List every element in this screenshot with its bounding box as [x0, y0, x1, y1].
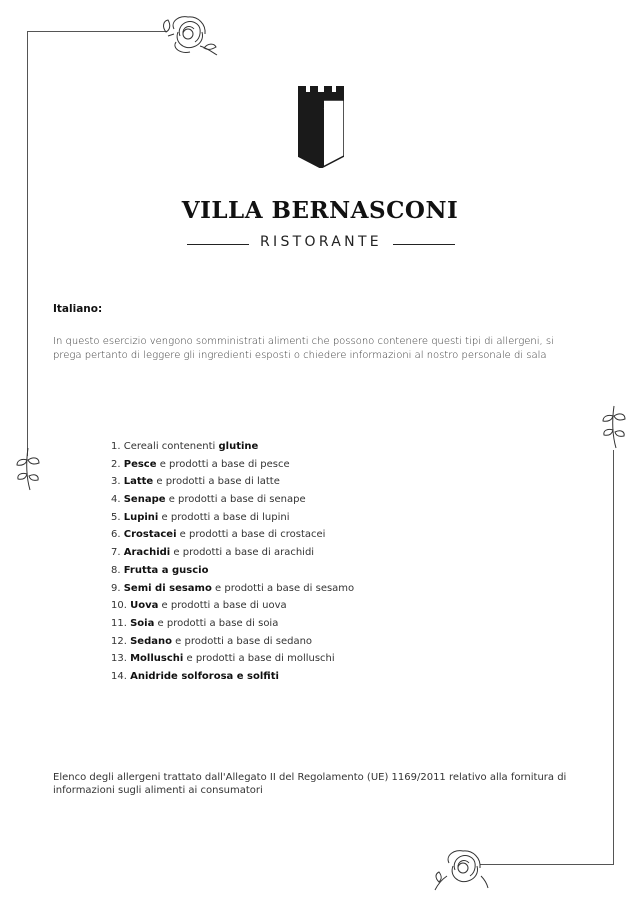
list-item-prefix: Cereali contenenti [123, 441, 219, 452]
list-item-suffix: e prodotti a base di sedano [171, 635, 313, 647]
allergen-name: Senape [123, 494, 166, 506]
allergen-name: Arachidi [123, 547, 171, 559]
list-item [111, 509, 354, 527]
list-item-number: 7. [111, 547, 124, 559]
restaurant-subtitle: RISTORANTE [260, 234, 382, 250]
allergen-name: Latte [123, 476, 154, 488]
list-item [111, 456, 354, 474]
list-item [111, 633, 354, 651]
frame-line-bottom [480, 864, 614, 865]
list-item-suffix: e prodotti a base di senape [165, 494, 306, 506]
rose-icon [160, 12, 220, 57]
list-item [111, 526, 354, 544]
list-item-suffix: e prodotti a base di sesamo [211, 582, 355, 594]
list-item-number: 6. [111, 529, 124, 541]
intro-paragraph: In questo esercizio vengono somministrati alimenti che possono contenere questi tipi di allergeni, si prega pertanto di leggere gli ingredienti esposti o chiedere informazioni al nostro personale di sala [53, 336, 554, 361]
list-item-number: 10. [111, 600, 131, 612]
list-item-number: 9. [111, 582, 124, 594]
list-item [111, 438, 354, 456]
list-item-number: 11. [111, 617, 131, 629]
list-item [111, 597, 354, 615]
list-item-number: 3. [111, 476, 124, 488]
list-item-suffix: e prodotti a base di uova [158, 600, 287, 612]
subtitle-row [187, 234, 455, 256]
list-item [111, 650, 354, 668]
leaf-branch-icon [600, 404, 628, 450]
allergen-list [111, 438, 354, 686]
list-item [111, 562, 354, 580]
allergen-name: Semi di sesamo [123, 582, 212, 594]
list-item-suffix: e prodotti a base di soia [154, 617, 279, 629]
list-item-suffix: e prodotti a base di lupini [158, 511, 290, 523]
list-item-suffix: e prodotti a base di crostacei [176, 529, 326, 541]
list-item [111, 473, 354, 491]
list-item [111, 580, 354, 598]
allergen-name: Crostacei [123, 529, 177, 541]
list-item-number: 13. [111, 653, 131, 665]
list-item [111, 491, 354, 509]
list-item-number: 14. [111, 670, 131, 682]
list-item [111, 615, 354, 633]
allergen-name: Soia [130, 617, 155, 629]
list-item-suffix: e prodotti a base di pesce [156, 458, 290, 470]
allergen-name: Molluschi [130, 653, 184, 665]
allergen-name: glutine [218, 441, 259, 452]
restaurant-name: VILLA BERNASCONI [181, 197, 459, 224]
castle-tower-icon [298, 86, 344, 168]
frame-line-left [27, 31, 28, 456]
list-item-number: 2. [111, 458, 124, 470]
list-item [111, 544, 354, 562]
divider-left [187, 244, 249, 245]
allergen-name: Uova [130, 600, 159, 612]
rose-icon [433, 846, 489, 892]
list-item [111, 668, 354, 686]
frame-line-right [613, 450, 614, 864]
leaf-branch-icon [14, 446, 42, 492]
list-item-number: 5. [111, 511, 124, 523]
allergen-name: Anidride solforosa e solfiti [130, 670, 279, 682]
allergen-name: Pesce [123, 458, 157, 470]
list-item-suffix: e prodotti a base di arachidi [170, 547, 315, 559]
list-item-number: 4. [111, 494, 124, 506]
allergen-name: Sedano [130, 635, 172, 647]
allergen-name: Frutta a guscio [123, 564, 209, 576]
frame-line-top [27, 31, 167, 32]
regulation-note: Elenco degli allergeni trattato dall'Allegato II del Regolamento (UE) 1169/2011 relativo alla fornitura di informazioni sugli alimenti ai consumatori [53, 772, 567, 796]
divider-right [393, 244, 455, 245]
list-item-number: 1. [111, 441, 124, 452]
list-item-number: 8. [111, 564, 124, 576]
allergen-name: Lupini [123, 511, 159, 523]
list-item-number: 12. [111, 635, 131, 647]
language-heading: Italiano: [53, 303, 103, 315]
list-item-suffix: e prodotti a base di molluschi [183, 653, 335, 665]
list-item-suffix: e prodotti a base di latte [153, 476, 280, 488]
